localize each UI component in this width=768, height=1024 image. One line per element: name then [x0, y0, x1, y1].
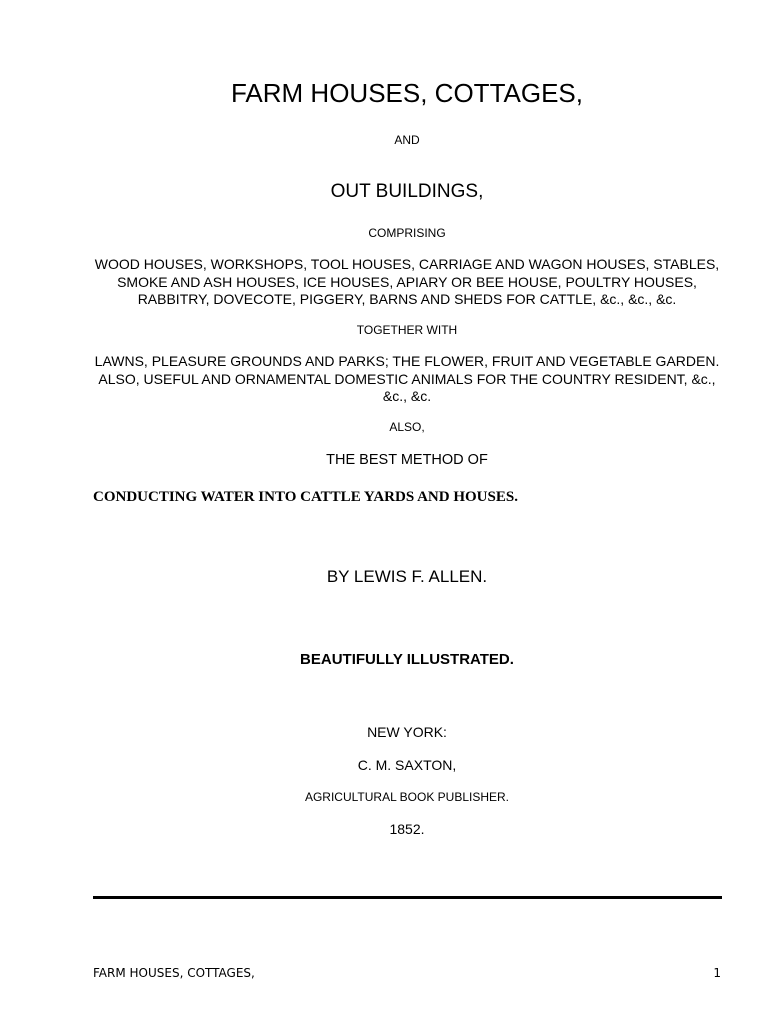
- publisher-role: AGRICULTURAL BOOK PUBLISHER.: [304, 790, 510, 804]
- subtitle: OUT BUILDINGS,: [330, 181, 484, 202]
- illustrated-note: BEAUTIFULLY ILLUSTRATED.: [300, 651, 514, 668]
- also-label: ALSO,: [389, 420, 425, 434]
- publication-place: NEW YORK:: [367, 724, 447, 740]
- best-method-label: THE BEST METHOD OF: [326, 452, 488, 468]
- footer-divider: [93, 896, 722, 899]
- together-with-label: TOGETHER WITH: [356, 323, 458, 337]
- grounds-list: LAWNS, PLEASURE GROUNDS AND PARKS; THE FLOWER, FRUIT AND VEGETABLE GARDEN. ALSO, USEFUL AND ORNAMENTAL DOMESTIC ANIMALS FOR THE COUNTRY RESIDENT, &c., &c., &c.: [94, 353, 720, 404]
- footer-running-title: FARM HOUSES, COTTAGES,: [93, 966, 255, 980]
- conjunction-and: AND: [394, 133, 420, 147]
- comprising-label: COMPRISING: [368, 226, 446, 240]
- buildings-list: WOOD HOUSES, WORKSHOPS, TOOL HOUSES, CARRIAGE AND WAGON HOUSES, STABLES, SMOKE AND ASH HOUSES, ICE HOUSES, APIARY OR BEE HOUSE, POULTRY HOUSES, RABBITRY, DOVECOTE, PIGGERY, BARNS AND SHEDS FOR CATTLE, &c., &c., &c.: [94, 256, 720, 307]
- page-title: FARM HOUSES, COTTAGES,: [230, 78, 583, 108]
- publication-year: 1852.: [389, 821, 425, 837]
- footer-page-number: 1: [713, 966, 721, 980]
- conducting-water-heading: CONDUCTING WATER INTO CATTLE YARDS AND HOUSES.: [93, 489, 518, 505]
- publisher-name: C. M. SAXTON,: [357, 757, 457, 773]
- author-line: BY LEWIS F. ALLEN.: [326, 567, 488, 586]
